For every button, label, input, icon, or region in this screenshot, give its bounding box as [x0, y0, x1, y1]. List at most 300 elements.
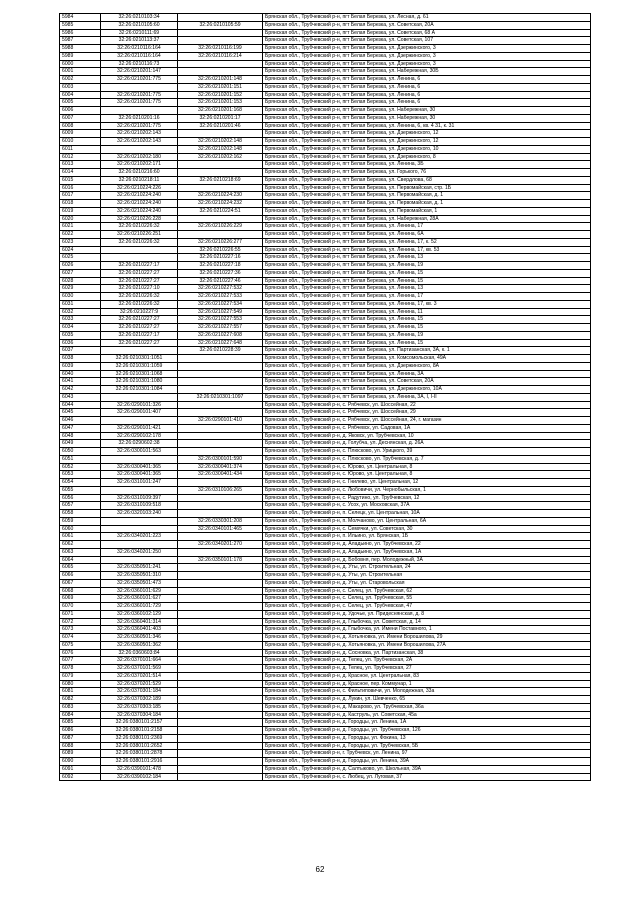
address-cell: Брянская обл., Трубчевский р-н, пгт Белая Березка, ул. Комсомольская, 49А: [263, 355, 591, 363]
address-cell: Брянская обл., Трубчевский р-н, пгт Белая Березка, ул. Ленина, 15: [263, 316, 591, 324]
row-number-cell: 6049: [60, 440, 101, 448]
address-cell: Брянская обл., Трубчевский р-н, с. Юрово, ул. Центральная, 8: [263, 471, 591, 479]
row-number-cell: 6017: [60, 192, 101, 200]
row-number-cell: 6041: [60, 378, 101, 386]
row-number-cell: 6079: [60, 672, 101, 680]
parent-cadastral-number-cell: 32:26:0380101:2369: [101, 734, 178, 742]
row-number-cell: 6027: [60, 269, 101, 277]
parent-cadastral-number-cell: 32:26:0380101:2878: [101, 750, 178, 758]
table-row: [60, 634, 591, 642]
row-number-cell: 6029: [60, 285, 101, 293]
table-row: [60, 758, 591, 766]
page-number: 62: [315, 865, 325, 874]
row-number-cell: 6069: [60, 595, 101, 603]
cadastral-number-cell: [178, 579, 263, 587]
row-number-cell: 6052: [60, 463, 101, 471]
cadastral-number-cell: 32:26:0210224:51: [178, 207, 263, 215]
parent-cadastral-number-cell: [101, 455, 178, 463]
table-row: [60, 641, 591, 649]
cadastral-number-cell: 32:26:0210201:148: [178, 76, 263, 84]
parent-cadastral-number-cell: 32:26:0310109:518: [101, 502, 178, 510]
cadastral-number-cell: [178, 758, 263, 766]
cadastral-number-cell: [178, 696, 263, 704]
parent-cadastral-number-cell: 32:26:0300401:365: [101, 471, 178, 479]
cadastral-number-cell: [178, 703, 263, 711]
address-cell: Брянская обл., Трубчевский р-н, д. Телец, ул. Трубчевская, 2А: [263, 657, 591, 665]
parent-cadastral-number-cell: [101, 541, 178, 549]
row-number-cell: 6060: [60, 525, 101, 533]
cadastral-number-cell: 32:26:0340101:465: [178, 525, 263, 533]
table-row: [60, 703, 591, 711]
parent-cadastral-number-cell: 32:26:0350501:473: [101, 579, 178, 587]
parent-cadastral-number-cell: 32:26:0370201:529: [101, 680, 178, 688]
row-number-cell: 6083: [60, 703, 101, 711]
table-row: [60, 455, 591, 463]
table-row: [60, 370, 591, 378]
table-row: [60, 52, 591, 60]
parent-cadastral-number-cell: 32:26:0210226:228: [101, 215, 178, 223]
parent-cadastral-number-cell: 32:26:0350501:241: [101, 564, 178, 572]
row-number-cell: 6078: [60, 665, 101, 673]
parent-cadastral-number-cell: 32:26:0380101:2652: [101, 742, 178, 750]
parent-cadastral-number-cell: [101, 107, 178, 115]
parent-cadastral-number-cell: [101, 246, 178, 254]
address-cell: Брянская обл., Трубчевский р-н, с. Рябчевск, ул. Шоссейная, 29: [263, 409, 591, 417]
cadastral-number-cell: 32:26:0210227:608: [178, 331, 263, 339]
table-row: [60, 393, 591, 401]
table-row: [60, 711, 591, 719]
parent-cadastral-number-cell: [101, 417, 178, 425]
cadastral-number-cell: [178, 719, 263, 727]
address-cell: Брянская обл., Трубчевский р-н, пгт Белая Березка, ул. Набережная, 30: [263, 114, 591, 122]
parent-cadastral-number-cell: 32:26:0210201:775: [101, 91, 178, 99]
cadastral-number-cell: [178, 130, 263, 138]
cadastral-number-cell: 32:26:0300401:374: [178, 463, 263, 471]
row-number-cell: 6009: [60, 130, 101, 138]
table-row: [60, 463, 591, 471]
address-cell: Брянская обл., Трубчевский р-н, с. Гнилево, ул. Центральная, 12: [263, 479, 591, 487]
row-number-cell: 6018: [60, 200, 101, 208]
address-cell: Брянская обл., Трубчевский р-н, пгт Белая Березка, ул. Ленина, 15: [263, 324, 591, 332]
address-cell: Брянская обл., Трубчевский р-н, пгт Белая Березка, ул. Первомайская, д. 1: [263, 200, 591, 208]
cadastral-number-cell: 32:26:0210201:151: [178, 83, 263, 91]
address-cell: Брянская обл., Трубчевский р-н, пгт Белая Березка, ул. Ленина, 6: [263, 99, 591, 107]
cadastral-number-cell: [178, 37, 263, 45]
address-cell: Брянская обл., Трубчевский р-н, д. Глыбочка, ул. Советская, д. 14: [263, 618, 591, 626]
parent-cadastral-number-cell: 32:26:0360501:362: [101, 641, 178, 649]
parent-cadastral-number-cell: 32:26:0360401:403: [101, 626, 178, 634]
address-cell: Брянская обл., Трубчевский р-н, д. Хотьяновка, ул. Имени Ворошилова, 29: [263, 634, 591, 642]
parent-cadastral-number-cell: 32:26:0210227:10: [101, 285, 178, 293]
row-number-cell: 6013: [60, 161, 101, 169]
address-cell: Брянская обл., Трубчевский р-н, пгт Белая Березка, ул. Ленина, 3Б: [263, 161, 591, 169]
parent-cadastral-number-cell: 32:26:0360501:346: [101, 634, 178, 642]
table-row: [60, 153, 591, 161]
row-number-cell: 6000: [60, 60, 101, 68]
cadastral-number-cell: [178, 587, 263, 595]
cadastral-number-cell: 32:26:0210227:533: [178, 293, 263, 301]
table-row: [60, 176, 591, 184]
address-cell: Брянская обл., Трубчевский р-н, д. Городцы, ул. Фокина, 13: [263, 734, 591, 742]
parent-cadastral-number-cell: 32:26:0210301:1084: [101, 386, 178, 394]
address-cell: Брянская обл., Трубчевский р-н, д. Салтыково, ул. Школьная, 39А: [263, 765, 591, 773]
parent-cadastral-number-cell: 32:26:0370302:189: [101, 696, 178, 704]
cadastral-number-cell: 32:26:0210224:230: [178, 192, 263, 200]
address-cell: Брянская обл., Трубчевский р-н, пгт Белая Березка, ул. Советская, 20А: [263, 21, 591, 29]
parent-cadastral-number-cell: 32:26:0210227:17: [101, 331, 178, 339]
cadastral-number-cell: 32:26:0210201:46: [178, 122, 263, 130]
address-cell: Брянская обл., Трубчевский р-н, д. Городцы, ул. Ленина, 1А: [263, 719, 591, 727]
table-row: [60, 502, 591, 510]
address-cell: Брянская обл., Трубчевский р-н, пгт Белая Березка, ул. Ленина, 17, к. 52: [263, 238, 591, 246]
address-cell: Брянская обл., Трубчевский р-н, пгт Белая Березка, ул. Ленина, 13: [263, 285, 591, 293]
table-row: [60, 277, 591, 285]
row-number-cell: 6046: [60, 417, 101, 425]
parent-cadastral-number-cell: 32:26:0370301:184: [101, 688, 178, 696]
parent-cadastral-number-cell: 32:26:0370304:184: [101, 711, 178, 719]
cadastral-number-cell: 32:26:0300401:434: [178, 471, 263, 479]
table-row: [60, 401, 591, 409]
parent-cadastral-number-cell: 32:26:0290101:326: [101, 401, 178, 409]
cadastral-number-cell: [178, 711, 263, 719]
parent-cadastral-number-cell: [101, 254, 178, 262]
address-cell: Брянская обл., Трубчевский р-н, д. Глыбочка, ул. Имени Поставного, 1: [263, 626, 591, 634]
cadastral-number-cell: [178, 60, 263, 68]
parent-cadastral-number-cell: [101, 145, 178, 153]
parent-cadastral-number-cell: 32:26:0210301:1059: [101, 362, 178, 370]
parent-cadastral-number-cell: 32:26:0310109:397: [101, 494, 178, 502]
address-cell: Брянская обл., Трубчевский р-н, д. Городцы, ул. Трубчевская, 126: [263, 727, 591, 735]
address-cell: Брянская обл., Трубчевский р-н, с. Любовичи, ул. Чернобыльская, 1: [263, 486, 591, 494]
address-cell: Брянская обл., Трубчевский р-н, пгт Белая Березка, ул. Дзержинского, 12: [263, 138, 591, 146]
cadastral-number-cell: [178, 610, 263, 618]
cadastral-number-cell: 32:26:0330301:208: [178, 517, 263, 525]
row-number-cell: 6024: [60, 246, 101, 254]
cadastral-number-cell: [178, 29, 263, 37]
table-row: [60, 215, 591, 223]
address-cell: Брянская обл., Трубчевский р-н, с. Любец, ул. Луговая, 37: [263, 773, 591, 781]
table-row: [60, 494, 591, 502]
table-row: [60, 362, 591, 370]
address-cell: Брянская обл., Трубчевский р-н, п. Селецк, ул. Центральная, 10А: [263, 510, 591, 518]
address-cell: Брянская обл., Трубчевский р-н, пгт Белая Березка, ул. Дзержинского, 10: [263, 145, 591, 153]
row-number-cell: 5984: [60, 14, 101, 22]
address-cell: Брянская обл., Трубчевский р-н, д. Аладьино, ул. Трубчевская, 22: [263, 541, 591, 549]
table-row: [60, 231, 591, 239]
parent-cadastral-number-cell: 32:26:0210201:16: [101, 114, 178, 122]
table-row: [60, 21, 591, 29]
row-number-cell: 6006: [60, 107, 101, 115]
table-row: [60, 300, 591, 308]
cadastral-number-cell: [178, 355, 263, 363]
cadastral-number-cell: [178, 362, 263, 370]
parent-cadastral-number-cell: 32:26:0210224:240: [101, 200, 178, 208]
address-cell: Брянская обл., Трубчевский р-н, пгт Белая Березка, ул. Первомайская, 1: [263, 207, 591, 215]
cadastral-number-cell: 32:26:0310106:265: [178, 486, 263, 494]
row-number-cell: 6028: [60, 277, 101, 285]
row-number-cell: 6066: [60, 572, 101, 580]
table-row: [60, 269, 591, 277]
row-number-cell: 6082: [60, 696, 101, 704]
cadastral-number-cell: [178, 378, 263, 386]
cadastral-number-cell: [178, 533, 263, 541]
table-row: [60, 99, 591, 107]
address-cell: Брянская обл., Трубчевский р-н, пгт Белая Березка, ул. Ленина, 3А, I, I-II: [263, 393, 591, 401]
table-row: [60, 184, 591, 192]
cadastral-number-cell: 32:26:0210227:16: [178, 254, 263, 262]
table-row: [60, 448, 591, 456]
parent-cadastral-number-cell: 32:26:0210105:60: [101, 21, 178, 29]
table-row: [60, 610, 591, 618]
row-number-cell: 6037: [60, 347, 101, 355]
cadastral-number-cell: 32:26:0210201:153: [178, 99, 263, 107]
address-cell: Брянская обл., Трубчевский р-н, пгт Белая Березка, ул. Советская, 68 А: [263, 29, 591, 37]
parent-cadastral-number-cell: 32:26:0210201:147: [101, 68, 178, 76]
address-cell: Брянская обл., Трубчевский р-н, пгт Белая Березка, ул. Ленина, 17, кв. 53: [263, 246, 591, 254]
table-row: [60, 432, 591, 440]
table-row: [60, 626, 591, 634]
row-number-cell: 6021: [60, 223, 101, 231]
cadastral-number-cell: [178, 750, 263, 758]
table-row: [60, 680, 591, 688]
cadastral-number-cell: [178, 603, 263, 611]
cadastral-number-cell: [178, 448, 263, 456]
parent-cadastral-number-cell: 32:26:0390102:184: [101, 773, 178, 781]
address-cell: Брянская обл., Трубчевский р-н, д. Бобовня, пер. Молодежный, 3А: [263, 556, 591, 564]
row-number-cell: 6080: [60, 680, 101, 688]
parent-cadastral-number-cell: 32:26:0380101:2157: [101, 719, 178, 727]
cadastral-number-cell: [178, 68, 263, 76]
table-row: [60, 316, 591, 324]
row-number-cell: 6005: [60, 99, 101, 107]
parent-cadastral-number-cell: 32:26:0210111:69: [101, 29, 178, 37]
parent-cadastral-number-cell: 32:26:0210224:240: [101, 192, 178, 200]
address-cell: Брянская обл., Трубчевский р-н, пгт Белая Березка, ул. Советская, 107: [263, 37, 591, 45]
address-cell: Брянская обл., Трубчевский р-н, пгт Белая Березка, ул. Набережная, 28А: [263, 215, 591, 223]
address-cell: Брянская обл., Трубчевский р-н, с. Селец, ул. Трубчевская, 62: [263, 587, 591, 595]
table-row: [60, 238, 591, 246]
table-row: [60, 417, 591, 425]
parent-cadastral-number-cell: 32:26:0210201:775: [101, 99, 178, 107]
table-row: [60, 486, 591, 494]
cadastral-number-cell: 32:26:0350101:178: [178, 556, 263, 564]
cadastral-number-cell: 32:26:0210226:277: [178, 238, 263, 246]
row-number-cell: 6001: [60, 68, 101, 76]
parent-cadastral-number-cell: 32:26:0210227:27: [101, 277, 178, 285]
row-number-cell: 6043: [60, 393, 101, 401]
table-row: [60, 138, 591, 146]
cadastral-number-cell: 32:26:0210227:532: [178, 285, 263, 293]
address-cell: Брянская обл., Трубчевский р-н, пгт Белая Березка, ул. Ленина, 15: [263, 269, 591, 277]
address-cell: Брянская обл., Трубчевский р-н, пгт Белая Березка, ул. Дзержинского, 3: [263, 52, 591, 60]
cadastral-number-cell: [178, 502, 263, 510]
row-number-cell: 6089: [60, 750, 101, 758]
parent-cadastral-number-cell: 32:26:0390101:478: [101, 765, 178, 773]
parent-cadastral-number-cell: 32:26:0210226:32: [101, 293, 178, 301]
address-cell: Брянская обл., Трубчевский р-н, пгт Белая Березка, ул. Советская, 20А: [263, 378, 591, 386]
row-number-cell: 6077: [60, 657, 101, 665]
cadastral-number-cell: 32:26:0300101:590: [178, 455, 263, 463]
address-cell: Брянская обл., Трубчевский р-н, с. Рябчевск, ул. Шоссейная, 24, г. магазин: [263, 417, 591, 425]
parent-cadastral-number-cell: 32:26:0210226:251: [101, 231, 178, 239]
cadastral-number-cell: [178, 564, 263, 572]
row-number-cell: 6092: [60, 773, 101, 781]
parent-cadastral-number-cell: 32:26:0290102:178: [101, 432, 178, 440]
address-cell: Брянская обл., Трубчевский р-н, д. Каструль, ул. Советская, 45а: [263, 711, 591, 719]
row-number-cell: 6002: [60, 76, 101, 84]
row-number-cell: 6087: [60, 734, 101, 742]
row-number-cell: 6034: [60, 324, 101, 332]
address-cell: Брянская обл., Трубчевский р-н, пгт Белая Березка, ул. Дзержинского, 8А: [263, 362, 591, 370]
cadastral-number-cell: 32:26:0210224:232: [178, 200, 263, 208]
table-row: [60, 572, 591, 580]
table-body: [60, 14, 591, 781]
row-number-cell: 6085: [60, 719, 101, 727]
address-cell: Брянская обл., Трубчевский р-н, пгт Белая Березка, ул. Ленина, 19: [263, 262, 591, 270]
table-row: [60, 223, 591, 231]
row-number-cell: 6045: [60, 409, 101, 417]
row-number-cell: 6067: [60, 579, 101, 587]
cadastral-number-cell: 32:26:0210201:152: [178, 91, 263, 99]
cadastral-number-cell: 32:26:0210202:148: [178, 138, 263, 146]
parent-cadastral-number-cell: 32:26:0210227:9: [101, 308, 178, 316]
address-cell: Брянская обл., Трубчевский р-н, пгт Белая Березка, ул. Первомайская, д. 1: [263, 192, 591, 200]
table-row: [60, 37, 591, 45]
table-row: [60, 603, 591, 611]
cadastral-number-cell: 32:26:0340201:270: [178, 541, 263, 549]
address-cell: Брянская обл., Трубчевский р-н, с. Радутино, ул. Трубчевская, 12: [263, 494, 591, 502]
table-row: [60, 649, 591, 657]
table-row: [60, 145, 591, 153]
table-row: [60, 378, 591, 386]
parent-cadastral-number-cell: 32:26:0370303:185: [101, 703, 178, 711]
table-row: [60, 587, 591, 595]
address-cell: Брянская обл., Трубчевский р-н, пгт Белая Березка, ул. Свердлова, 68: [263, 176, 591, 184]
row-number-cell: 6058: [60, 510, 101, 518]
parent-cadastral-number-cell: [101, 486, 178, 494]
address-cell: Брянская обл., Трубчевский р-н, пгт Белая Березка, ул. Ленина, 6, кв. 4 31, к. 31: [263, 122, 591, 130]
table-row: [60, 308, 591, 316]
cadastral-number-cell: [178, 401, 263, 409]
table-row: [60, 595, 591, 603]
cadastral-number-cell: [178, 765, 263, 773]
cadastral-number-cell: 32:26:0210202:148: [178, 145, 263, 153]
cadastral-number-cell: [178, 161, 263, 169]
row-number-cell: 6073: [60, 626, 101, 634]
parent-cadastral-number-cell: 32:26:0210227:27: [101, 324, 178, 332]
address-cell: Брянская обл., Трубчевский р-н, д. Уты, ул. Строительная: [263, 572, 591, 580]
address-cell: Брянская обл., Трубчевский р-н, с. Рябчевск, ул. Садовая, 1А: [263, 424, 591, 432]
cadastral-number-cell: 32:26:0210301:1097: [178, 393, 263, 401]
address-cell: Брянская обл., Трубчевский р-н, д. Уты, ул. Строительная, 24: [263, 564, 591, 572]
row-number-cell: 6065: [60, 564, 101, 572]
row-number-cell: 6055: [60, 486, 101, 494]
parent-cadastral-number-cell: [101, 83, 178, 91]
address-cell: Брянская обл., Трубчевский р-н, д. Аладьино, ул. Трубчевская, 1А: [263, 548, 591, 556]
address-cell: Брянская обл., Трубчевский р-н, пгт Белая Березка, ул. Ленина, 6: [263, 76, 591, 84]
address-cell: Брянская обл., Трубчевский р-н, пгт Белая Березка, ул. Дзержинского, 12: [263, 130, 591, 138]
row-number-cell: 6023: [60, 238, 101, 246]
parent-cadastral-number-cell: [101, 517, 178, 525]
cadastral-number-cell: [178, 734, 263, 742]
row-number-cell: 6063: [60, 548, 101, 556]
row-number-cell: 6061: [60, 533, 101, 541]
address-cell: Брянская обл., Трубчевский р-н, д. Яковск, ул. Трубчевская, 10: [263, 432, 591, 440]
table-row: [60, 60, 591, 68]
parent-cadastral-number-cell: 32:26:0210226:32: [101, 238, 178, 246]
parent-cadastral-number-cell: 32:26:0210201:775: [101, 122, 178, 130]
parent-cadastral-number-cell: 32:26:0380101:2158: [101, 727, 178, 735]
cadastral-number-cell: 32:26:0210202:162: [178, 153, 263, 161]
table-row: [60, 14, 591, 22]
table-row: [60, 440, 591, 448]
cadastral-number-cell: [178, 548, 263, 556]
cadastral-number-cell: [178, 672, 263, 680]
table-row: [60, 657, 591, 665]
table-row: [60, 696, 591, 704]
cadastral-number-cell: [178, 424, 263, 432]
address-cell: Брянская обл., Трубчевский р-н, пгт Белая Березка, ул. Дзержинского, 10А: [263, 386, 591, 394]
parent-cadastral-number-cell: 32:26:0210113:37: [101, 37, 178, 45]
parent-cadastral-number-cell: 32:26:0300101:563: [101, 448, 178, 456]
table-row: [60, 285, 591, 293]
row-number-cell: 6081: [60, 688, 101, 696]
cadastral-number-cell: [178, 169, 263, 177]
row-number-cell: 5987: [60, 37, 101, 45]
row-number-cell: 6015: [60, 176, 101, 184]
table-row: [60, 525, 591, 533]
cadastral-number-cell: 32:26:0210116:199: [178, 45, 263, 53]
row-number-cell: 6032: [60, 308, 101, 316]
row-number-cell: 6068: [60, 587, 101, 595]
table-row: [60, 262, 591, 270]
row-number-cell: 6036: [60, 339, 101, 347]
table-row: [60, 293, 591, 301]
address-cell: Брянская обл., Трубчевский р-н, с. Рябчевск, ул. Шоссейная, 22: [263, 401, 591, 409]
table-row: [60, 548, 591, 556]
table-row: [60, 161, 591, 169]
row-number-cell: 6064: [60, 556, 101, 564]
address-cell: Брянская обл., Трубчевский р-н, п. Ильино, ул. Брянская, 1Б: [263, 533, 591, 541]
cadastral-number-cell: 32:26:0210228:39: [178, 347, 263, 355]
parent-cadastral-number-cell: 32:26:0380101:2916: [101, 758, 178, 766]
table-row: [60, 68, 591, 76]
cadastral-number-cell: [178, 409, 263, 417]
address-cell: Брянская обл., Трубчевский р-н, д. Телец, ул. Трубчевская, 27: [263, 665, 591, 673]
row-number-cell: 6059: [60, 517, 101, 525]
address-cell: Брянская обл., Трубчевский р-н, пгт Белая Березка, ул. Ленина, 17: [263, 293, 591, 301]
address-cell: Брянская обл., Трубчевский р-н, пгт Белая Березка, ул. Ленина, 15: [263, 339, 591, 347]
table-row: [60, 742, 591, 750]
row-number-cell: 6016: [60, 184, 101, 192]
parent-cadastral-number-cell: [101, 525, 178, 533]
cadastral-number-cell: [178, 680, 263, 688]
address-cell: Брянская обл., Трубчевский р-н, г. Трубчевск, ул. Ленина, 97: [263, 750, 591, 758]
cadastral-number-cell: [178, 510, 263, 518]
row-number-cell: 6038: [60, 355, 101, 363]
parent-cadastral-number-cell: 32:26:0210301:1080: [101, 378, 178, 386]
parent-cadastral-number-cell: 32:26:0210103:34: [101, 14, 178, 22]
address-cell: Брянская обл., Трубчевский р-н, пгт Белая Березка, ул. Горького, 76: [263, 169, 591, 177]
table-row: [60, 122, 591, 130]
cadastral-number-cell: [178, 626, 263, 634]
parent-cadastral-number-cell: [101, 347, 178, 355]
address-cell: Брянская обл., Трубчевский р-н, пгт Белая Березка, ул. Ленина, 11: [263, 308, 591, 316]
cadastral-number-cell: [178, 370, 263, 378]
address-cell: Брянская обл., Трубчевский р-н, д. Красное, пер. Коммунар, 1: [263, 680, 591, 688]
row-number-cell: 6012: [60, 153, 101, 161]
address-cell: Брянская обл., Трубчевский р-н, пгт Белая Березка, ул. Партизанская, 3А, к. 1: [263, 347, 591, 355]
